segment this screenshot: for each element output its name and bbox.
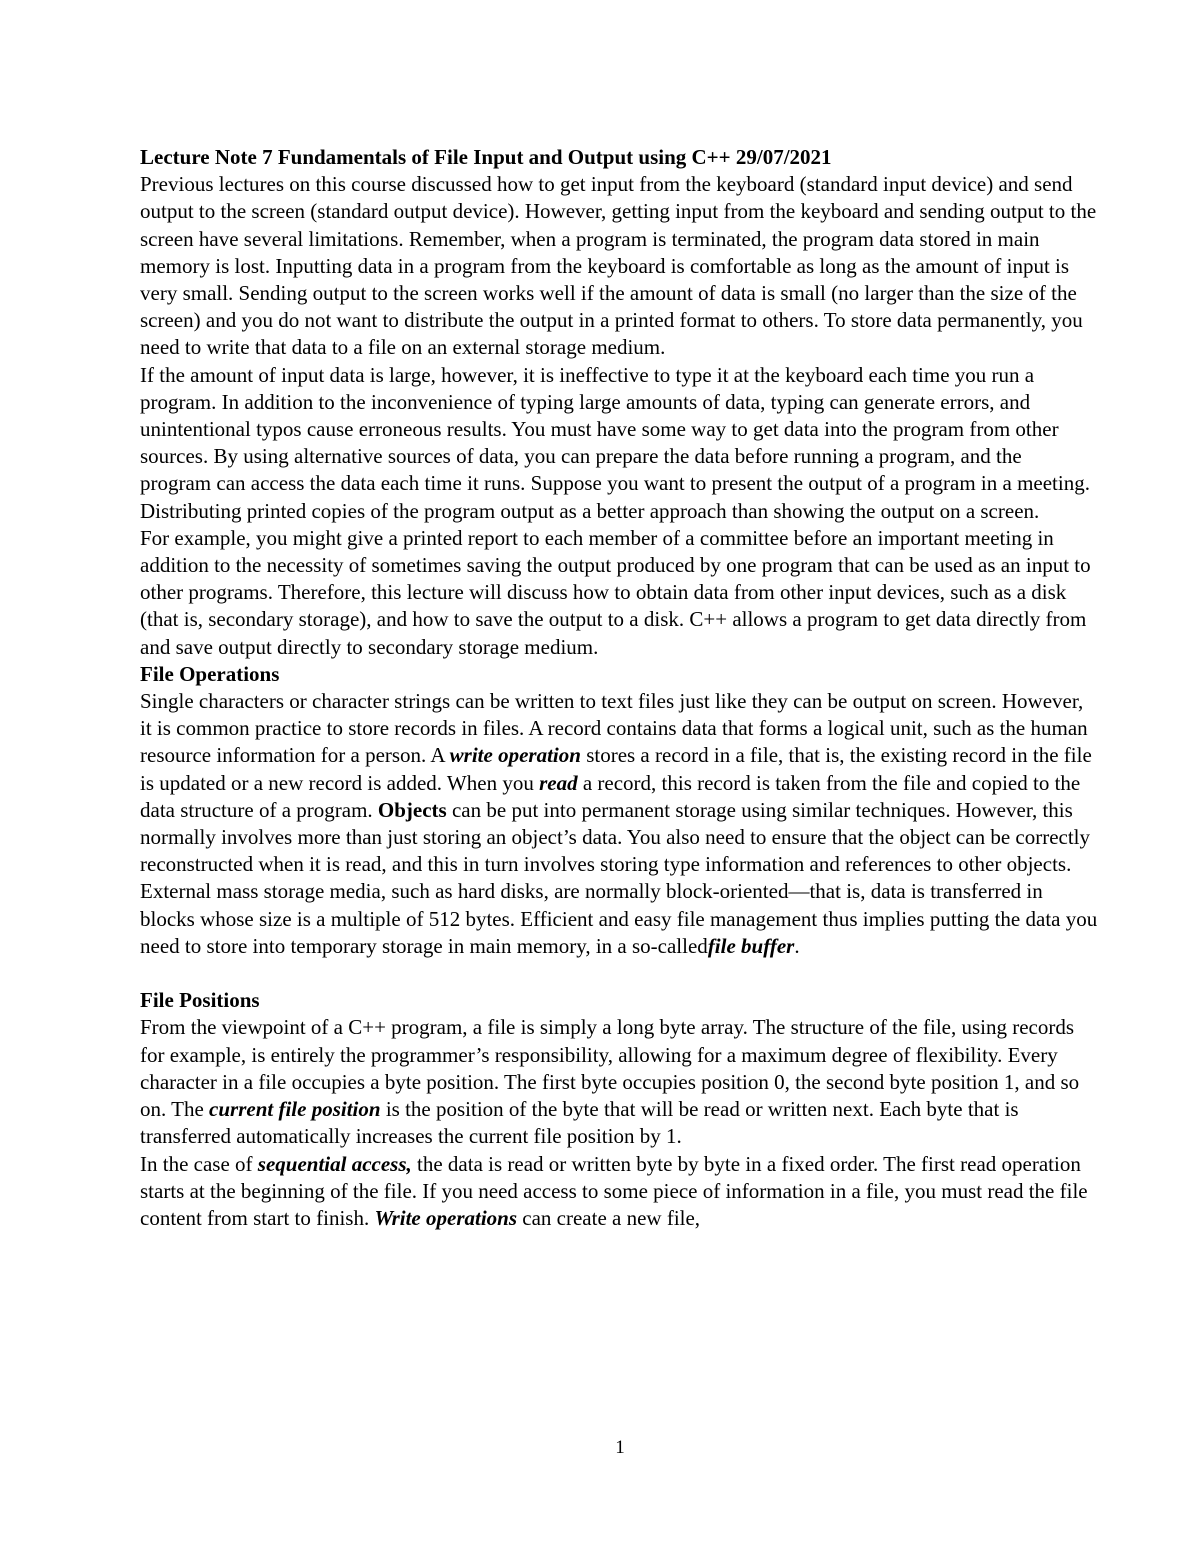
paragraph-spacer	[140, 960, 1098, 987]
text-run: the data is read or written byte by byte in a fixed order. The first read operation starts at the beginning of the file. If you need access to some piece of information in a file, you must read the file content from start to finish.	[140, 1151, 1088, 1230]
term-write-operations: Write operations	[374, 1205, 518, 1230]
section-heading-file-operations: File Operations	[140, 661, 280, 686]
text-run: Single characters or character strings can be written to text files just like they can be output on screen. However, it is common practice to store records in files. A record contains data that forms a logical unit, such as the human resource information for a person. A	[140, 689, 1088, 768]
intro-paragraph-3: For example, you might give a printed report to each member of a committee before an important meeting in addition to the necessity of sometimes saving the output produced by one program that can be used as an input to other programs. Therefore, this lecture will discuss how to obtain data from other input devices, such as a disk (that is, secondary storage), and how to save the output to a disk. C++ allows a program to get data directly from and save output directly to secondary storage medium.	[140, 525, 1091, 659]
text-run: can be put into permanent storage using similar techniques. However, this normally involves more than just storing an object’s data. You also need to ensure that the object can be correctly reconstructed when it is read, and this in turn involves storing type information and references to other objects.	[140, 797, 1091, 877]
intro-paragraph-2: If the amount of input data is large, however, it is ineffective to type it at the keyboard each time you run a program. In addition to the inconvenience of typing large amounts of data, typing can generate errors, and unintentional typos cause erroneous results. You must have some way to get data into the program from other sources. By using alternative sources of data, you can prepare the data before running a program, and the program can access the data each time it runs. Suppose you want to present the output of a program in a meeting. Distributing printed copies of the program output as a better approach than showing the output on a screen.	[140, 362, 1090, 523]
page-number: 1	[615, 1437, 625, 1458]
file-operations-paragraph-1	[140, 688, 1098, 878]
text-run: .	[794, 933, 800, 958]
text-run: a record, this record is taken from the file and copied to the data structure of a program.	[140, 770, 1081, 822]
term-file-buffer: file buffer	[707, 933, 795, 958]
term-sequential-access: sequential access,	[257, 1151, 412, 1176]
file-operations-paragraph-2	[140, 878, 1098, 960]
term-objects: Objects	[377, 797, 447, 822]
text-run: can create a new file,	[517, 1205, 701, 1230]
text-run: is the position of the byte that will be read or written next. Each byte that is transferred automatically increases the current file position by 1.	[140, 1097, 1019, 1149]
file-positions-paragraph-1	[140, 1014, 1098, 1150]
term-current-file-position: current file position	[209, 1097, 381, 1122]
text-run: In the case of	[140, 1151, 258, 1176]
section-heading-file-positions: File Positions	[140, 988, 260, 1013]
document-body	[140, 144, 1098, 1232]
term-read: read	[539, 770, 578, 795]
term-write-operation: write operation	[449, 743, 581, 768]
text-run: stores a record in a file, that is, the existing record in the file is updated or a new record is added. When you	[140, 743, 1092, 795]
document-title: Lecture Note 7 Fundamentals of File Input and Output using C++ 29/07/2021	[140, 145, 832, 169]
file-positions-paragraph-2	[140, 1151, 1098, 1233]
text-run: External mass storage media, such as hard disks, are normally block-oriented—that is, data is transferred in blocks whose size is a multiple of 512 bytes. Efficient and easy file management thus implies putting the data you need to store into temporary storage in main memory, in a so-called	[140, 879, 1098, 958]
text-run: From the viewpoint of a C++ program, a file is simply a long byte array. The structure of the file, using records for example, is entirely the programmer’s responsibility, allowing for a maximum degree of flexibility. Every character in a file occupies a byte position. The first byte occupies position 0, the second byte position 1, and so on. The	[140, 1015, 1080, 1122]
intro-paragraph-1: Previous lectures on this course discussed how to get input from the keyboard (standard input device) and send output to the screen (standard output device). However, getting input from the keyboard and sending output to the screen have several limitations. Remember, when a program is terminated, the program data stored in main memory is lost. Inputting data in a program from the keyboard is comfortable as long as the amount of input is very small. Sending output to the screen works well if the amount of data is small (no larger than the size of the screen) and you do not want to distribute the output in a printed format to others. To store data permanently, you need to write that data to a file on an external storage medium.	[140, 172, 1097, 360]
